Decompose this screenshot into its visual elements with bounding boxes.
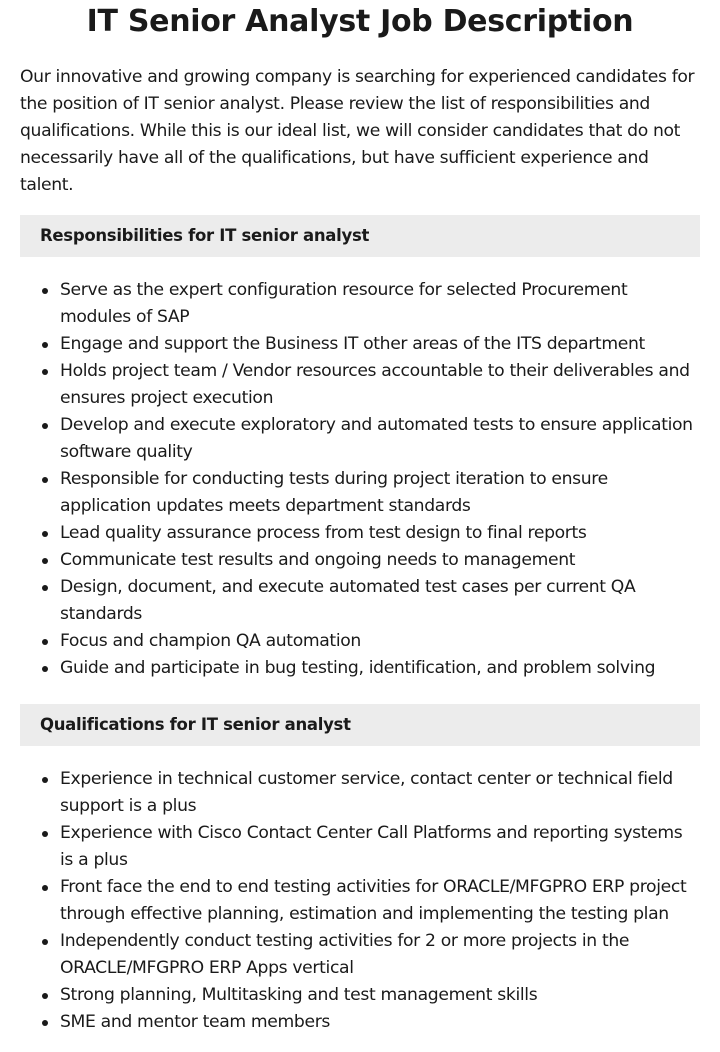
bullet-icon [42,531,48,537]
list-item-text: Guide and participate in bug testing, identification, and problem solving [60,658,656,678]
bullet-icon [42,939,48,945]
list-item [60,628,700,655]
list-item [60,928,700,982]
list-item-text: SME and mentor team members [60,1012,331,1032]
list-item-text: Responsible for conducting tests during project iteration to ensure application updates meets department standards [60,469,608,516]
bullet-icon [42,777,48,783]
list-item [60,766,700,820]
list-item [60,820,700,874]
intro-paragraph: Our innovative and growing company is searching for experienced candidates for the position of IT senior analyst. Please review the list of responsibilities and qualifications. While this is our ideal list, we will consider candidates that do not necessarily have all of the qualifications, but have sufficient experience and talent. [20,67,695,195]
list-item [60,655,700,682]
list-item [60,412,700,466]
list-item [60,520,700,547]
bullet-icon [42,639,48,645]
responsibilities-heading: Responsibilities for IT senior analyst [20,215,700,257]
bullet-icon [42,585,48,591]
qualifications-heading: Qualifications for IT senior analyst [20,704,700,746]
list-item [60,277,700,331]
list-item-text: Serve as the expert configuration resource for selected Procurement modules of SAP [60,280,628,327]
list-item [60,331,700,358]
qualifications-list [20,766,700,1036]
list-item [60,1009,700,1036]
list-item [60,874,700,928]
list-item-text: Engage and support the Business IT other areas of the ITS department [60,334,645,354]
bullet-icon [42,423,48,429]
list-item-text: Develop and execute exploratory and automated tests to ensure application software quality [60,415,693,462]
bullet-icon [42,666,48,672]
list-item [60,547,700,574]
list-item-text: Front face the end to end testing activities for ORACLE/MFGPRO ERP project through effective planning, estimation and implementing the testing plan [60,877,687,924]
list-item-text: Holds project team / Vendor resources accountable to their deliverables and ensures project execution [60,361,690,408]
bullet-icon [42,288,48,294]
page-title: IT Senior Analyst Job Description [86,4,634,39]
list-item-text: Lead quality assurance process from test design to final reports [60,523,587,543]
bullet-icon [42,993,48,999]
bullet-icon [42,831,48,837]
list-item [60,574,700,628]
responsibilities-list [20,277,700,682]
list-item-text: Experience in technical customer service, contact center or technical field support is a plus [60,769,673,816]
list-item-text: Experience with Cisco Contact Center Call Platforms and reporting systems is a plus [60,823,683,870]
bullet-icon [42,885,48,891]
list-item [60,358,700,412]
list-item-text: Design, document, and execute automated test cases per current QA standards [60,577,636,624]
list-item [60,466,700,520]
bullet-icon [42,1020,48,1026]
list-item-text: Focus and champion QA automation [60,631,361,651]
bullet-icon [42,342,48,348]
list-item-text: Independently conduct testing activities for 2 or more projects in the ORACLE/MFGPRO ERP Apps vertical [60,931,630,978]
list-item [60,982,700,1009]
list-item-text: Strong planning, Multitasking and test management skills [60,985,538,1005]
list-item-text: Communicate test results and ongoing needs to management [60,550,576,570]
bullet-icon [42,477,48,483]
bullet-icon [42,558,48,564]
bullet-icon [42,369,48,375]
